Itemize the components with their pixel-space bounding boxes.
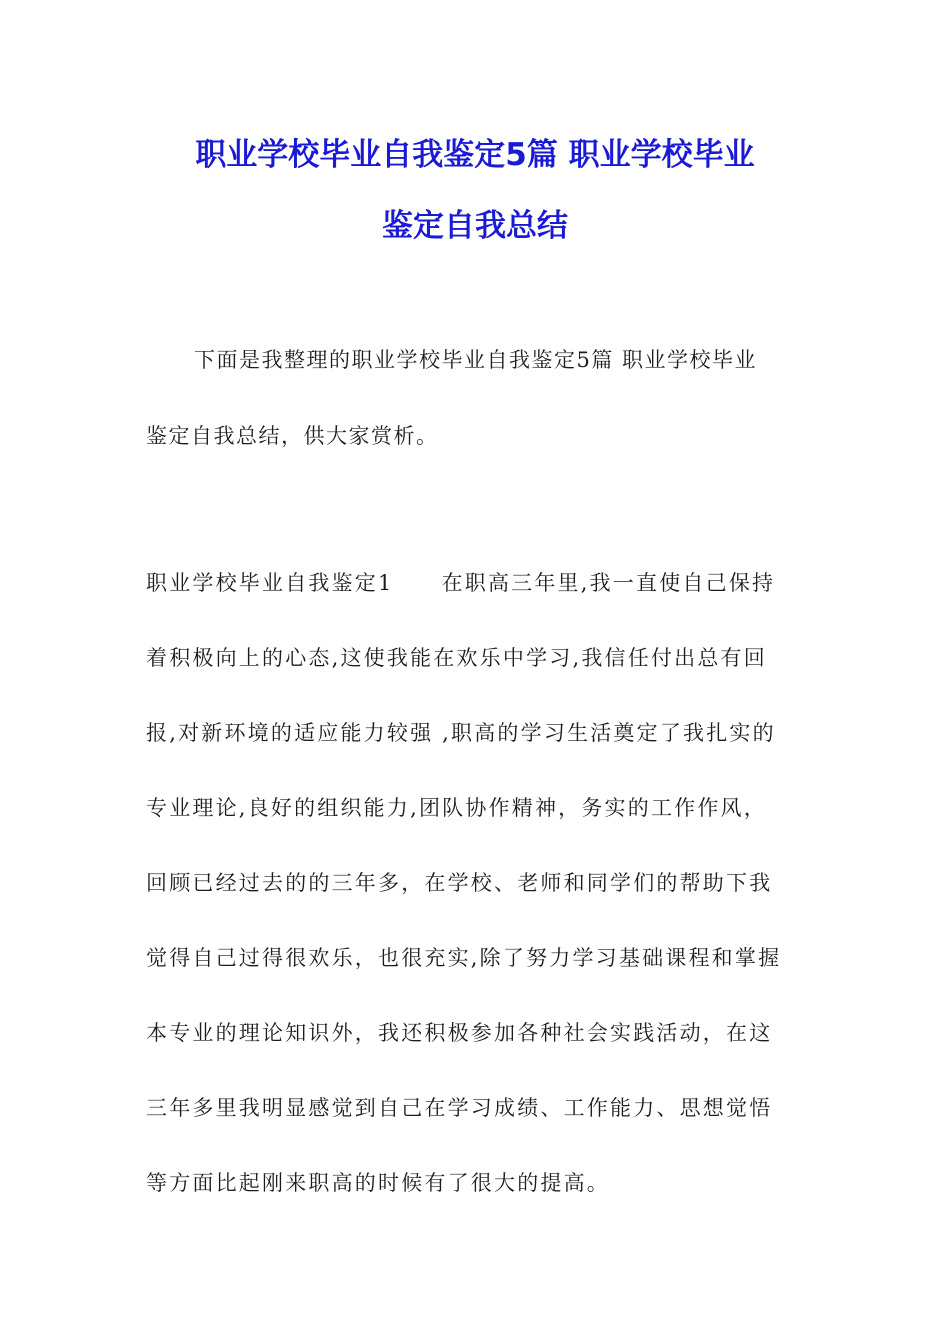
section-1-first-line (146, 568, 775, 598)
document-title-line-1: 职业学校毕业自我鉴定5篇 职业学校毕业 (195, 137, 755, 173)
body-line: 专业理论,良好的组织能力,团队协作精神，务实的工作作风， (146, 796, 767, 820)
intro-line: 下面是我整理的职业学校毕业自我鉴定5篇 职业学校毕业 (194, 348, 758, 372)
body-line: 回顾已经过去的的三年多，在学校、老师和同学们的帮助下我 (146, 871, 773, 895)
body-line: 报,对新环境的适应能力较强 ,职高的学习生活奠定了我扎实的 (146, 721, 776, 745)
body-line: 本专业的理论知识外，我还积极参加各种社会实践活动，在这 (146, 1021, 773, 1045)
body-line: 三年多里我明显感觉到自己在学习成绩、工作能力、思想觉悟 (146, 1096, 773, 1120)
document-title-line-2: 鉴定自我总结 (382, 208, 568, 244)
body-line: 觉得自己过得很欢乐，也很充实,除了努力学习基础课程和掌握 (146, 946, 782, 970)
body-line: 着积极向上的心态,这使我能在欢乐中学习,我信任付出总有回 (146, 646, 767, 670)
body-line: 等方面比起刚来职高的时候有了很大的提高。 (146, 1171, 610, 1195)
intro-line: 鉴定自我总结，供大家赏析。 (146, 424, 439, 448)
section-1-first-line-text: 在职高三年里,我一直使自己保持 (441, 571, 776, 595)
section-1-heading: 职业学校毕业自我鉴定1 (146, 571, 394, 595)
